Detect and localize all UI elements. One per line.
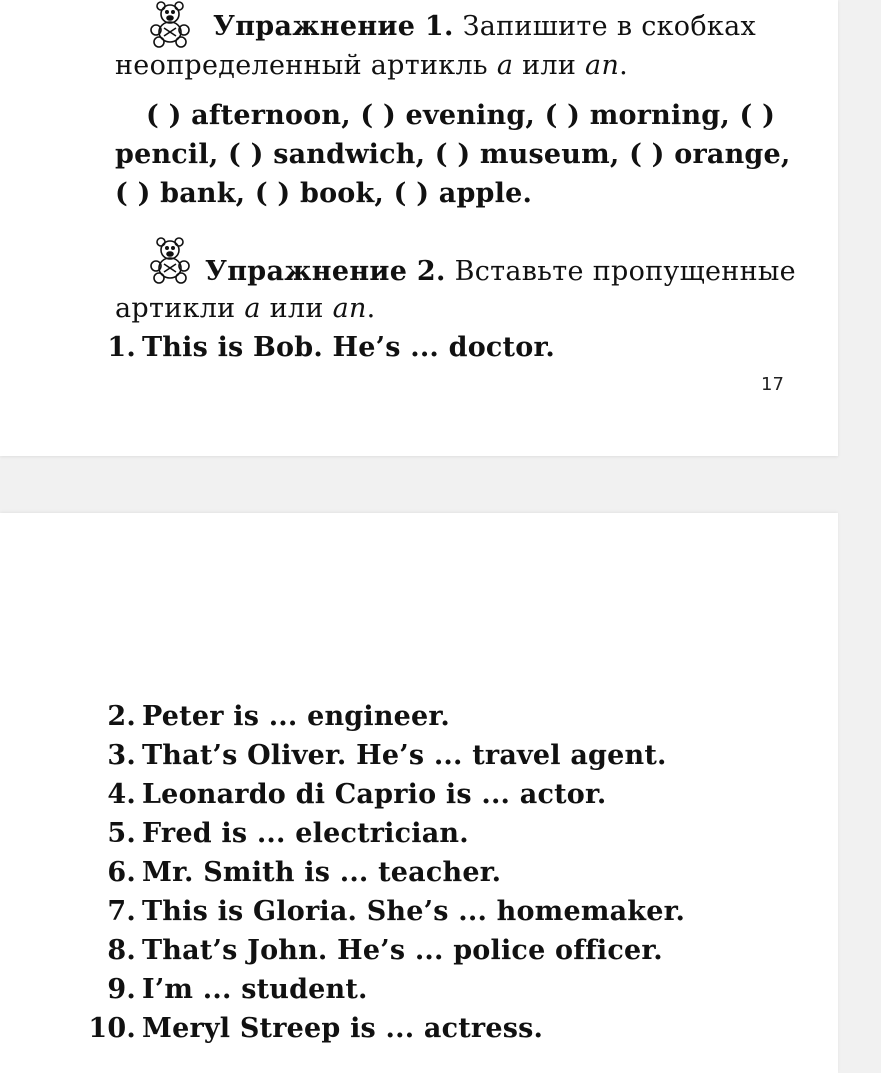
exercise1-instruction-part2: неопределенный артикль bbox=[115, 50, 488, 81]
exercise2-item-text: This is Bob. He’s ... doctor. bbox=[142, 332, 555, 363]
exercise1-line: pencil, ( ) sandwich, ( ) museum, ( ) orange, bbox=[115, 139, 791, 170]
page-top bbox=[0, 0, 838, 456]
exercise2-item bbox=[80, 1012, 543, 1046]
exercise2-item-number: 7. bbox=[107, 896, 136, 927]
exercise2-item bbox=[80, 331, 555, 365]
teddy-bear-icon bbox=[146, 0, 196, 48]
exercise2-period: . bbox=[366, 293, 376, 324]
exercise2-item-text: That’s John. He’s ... police officer. bbox=[142, 935, 663, 966]
exercise1-heading-line1 bbox=[213, 10, 756, 44]
exercise2-or-word: или bbox=[269, 293, 324, 324]
exercise2-item-number: 6. bbox=[107, 857, 136, 888]
exercise2-item-text: Mr. Smith is ... teacher. bbox=[142, 857, 502, 888]
exercise2-item bbox=[80, 739, 667, 773]
exercise1-article-a: a bbox=[496, 50, 514, 81]
exercise1-or-word: или bbox=[522, 50, 577, 81]
exercise1-line: ( ) bank, ( ) book, ( ) apple. bbox=[115, 178, 533, 209]
exercise2-item bbox=[80, 700, 450, 734]
exercise2-item-number: 4. bbox=[107, 779, 136, 810]
exercise2-item bbox=[80, 934, 663, 968]
exercise1-title: Упражнение 1. bbox=[213, 11, 454, 42]
exercise2-item-text: Meryl Streep is ... actress. bbox=[142, 1013, 544, 1044]
exercise2-item bbox=[80, 973, 368, 1007]
exercise2-item bbox=[80, 895, 685, 929]
exercise2-item-number: 5. bbox=[107, 818, 136, 849]
exercise2-item-number: 1. bbox=[107, 332, 136, 363]
exercise2-item-number: 3. bbox=[107, 740, 136, 771]
exercise2-instruction-part1: Вставьте пропущенные bbox=[454, 256, 796, 287]
exercise2-title: Упражнение 2. bbox=[205, 256, 446, 287]
exercise2-article-an: an bbox=[332, 293, 367, 324]
exercise1-line: ( ) afternoon, ( ) evening, ( ) morning, ( ) bbox=[146, 100, 776, 131]
exercise2-heading-line2 bbox=[115, 292, 376, 326]
exercise1-period: . bbox=[619, 50, 629, 81]
exercise2-item-text: Fred is ... electrician. bbox=[142, 818, 469, 849]
exercise2-instruction-part2: артикли bbox=[115, 293, 236, 324]
exercise2-item-number: 9. bbox=[107, 974, 136, 1005]
teddy-bear-icon bbox=[146, 236, 196, 284]
exercise2-item-text: That’s Oliver. He’s ... travel agent. bbox=[142, 740, 667, 771]
exercise2-item-number: 10. bbox=[88, 1013, 136, 1044]
exercise1-heading-line2 bbox=[115, 49, 628, 83]
exercise2-item-number: 2. bbox=[107, 701, 136, 732]
exercise2-item-text: I’m ... student. bbox=[142, 974, 368, 1005]
exercise2-item-text: Peter is ... engineer. bbox=[142, 701, 450, 732]
exercise2-item-text: This is Gloria. She’s ... homemaker. bbox=[142, 896, 686, 927]
exercise2-item-text: Leonardo di Caprio is ... actor. bbox=[142, 779, 607, 810]
exercise2-item bbox=[80, 817, 469, 851]
exercise2-article-a: a bbox=[244, 293, 261, 324]
exercise2-item bbox=[80, 856, 501, 890]
exercise1-instruction-part1: Запишите в скобках bbox=[462, 11, 757, 42]
exercise2-item bbox=[80, 778, 607, 812]
page-number: 17 bbox=[761, 374, 784, 395]
page-bottom bbox=[0, 513, 838, 1073]
exercise1-article-an: an bbox=[585, 50, 620, 81]
exercise2-heading-line1 bbox=[205, 255, 796, 289]
exercise2-item-number: 8. bbox=[107, 935, 136, 966]
